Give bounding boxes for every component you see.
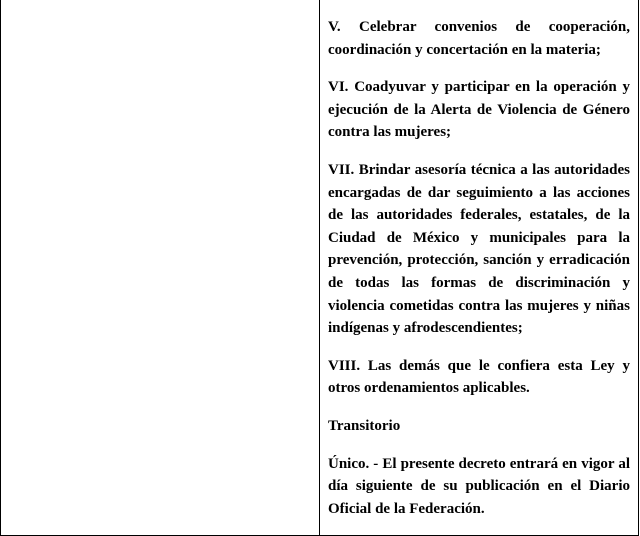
article-fraction-vi: VI. Coadyuvar y participar en la operación y ejecución de la Alerta de Violencia de Género contra las mujeres; <box>328 79 630 141</box>
right-column-cell <box>320 0 639 536</box>
cell-content <box>320 0 638 520</box>
article-fraction-vii: VII. Brindar asesoría técnica a las autoridades encargadas de dar seguimiento a las acciones de las autoridades federales, estatales, de la Ciudad de México y municipales para la prevención, protección, sanción y erradicación de todas las formas de discriminación y violencia cometidas contra las mujeres y niñas indígenas y afrodescendientes; <box>328 161 630 337</box>
transitorio-heading: Transitorio <box>328 417 401 434</box>
unico-transitorio: Único. - El presente decreto entrará en vigor al día siguiente de su publicación en el Diario Oficial de la Federación. <box>328 455 630 517</box>
article-fraction-viii: VIII. Las demás que le confiera esta Ley y otros ordenamientos aplicables. <box>328 357 630 397</box>
left-column-cell <box>1 0 320 536</box>
article-fraction-v: V. Celebrar convenios de cooperación, coordinación y concertación en la materia; <box>328 19 630 58</box>
table-row <box>1 0 639 536</box>
